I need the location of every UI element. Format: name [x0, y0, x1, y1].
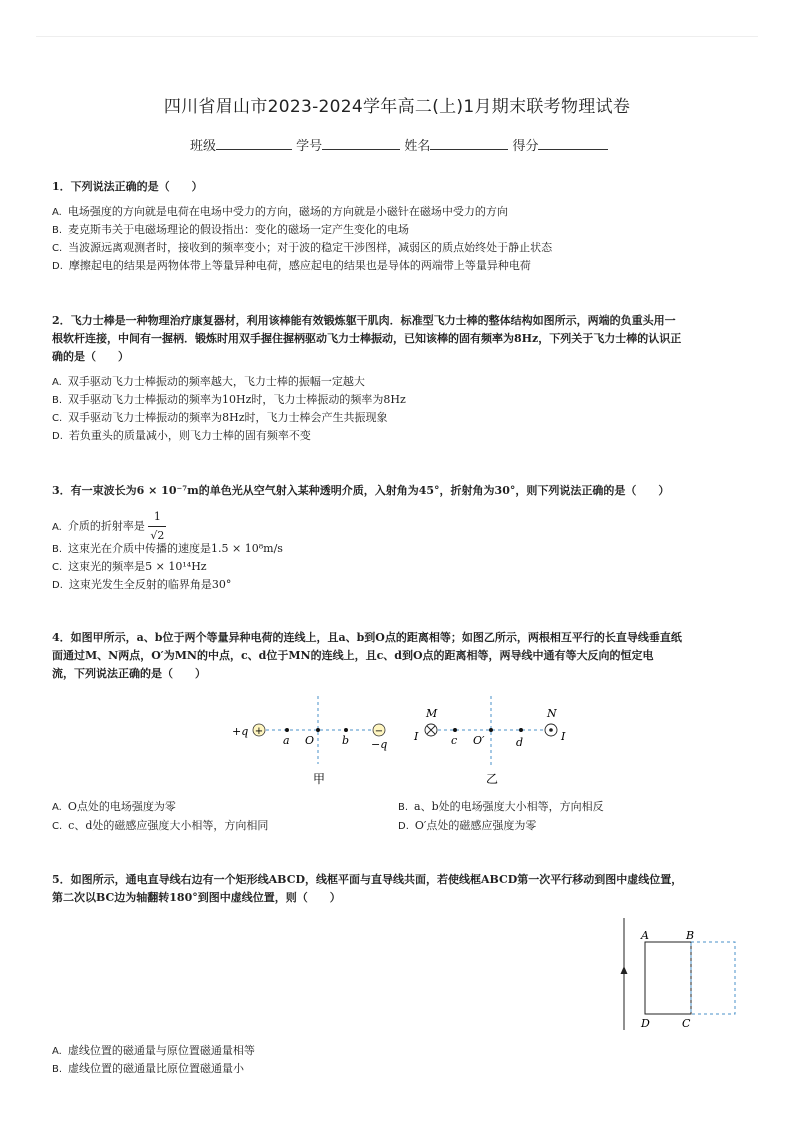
- label-minus-q: −q: [371, 738, 388, 751]
- label-n: N: [547, 707, 557, 720]
- option-text: 若负重头的质量减小，则飞力士棒的固有频率不变: [68, 429, 311, 442]
- option-text: 介质的折射率是: [67, 519, 145, 533]
- q5-stem-line2: 第二次以BC边为轴翻转180°到图中虚线位置，则（ ）: [52, 891, 341, 904]
- label-o-prime: O′: [473, 734, 485, 747]
- option-label: C.: [52, 562, 63, 573]
- option-label: D.: [52, 261, 63, 272]
- q4-stem-line3: 流，下列说法正确的是（ ）: [52, 667, 206, 680]
- option-text: 当波源远离观测者时，接收到的频率变小；对于波的稳定干涉图样，减弱区的质点始终处于静止状态: [68, 241, 553, 254]
- option-label: B.: [398, 802, 409, 813]
- label-d: d: [516, 736, 524, 749]
- q3-option-b: [52, 540, 283, 559]
- figure-jia: [232, 696, 387, 786]
- label-D: D: [641, 1017, 650, 1030]
- option-text: 双手驱动飞力士棒振动的频率越大，飞力士棒的振幅一定越大: [67, 375, 365, 388]
- option-label: A.: [52, 521, 62, 533]
- option-label: B.: [52, 395, 63, 406]
- option-text: 摩擦起电的结果是两物体带上等量异种电荷，感应起电的结果也是导体的两端带上等量异种电荷: [68, 259, 531, 272]
- student-info-row: [190, 135, 608, 154]
- option-text: 这束光的频率是5 × 10¹⁴Hz: [68, 560, 207, 573]
- loop-abcd: [645, 942, 691, 1014]
- q1-option-c: [52, 239, 552, 258]
- option-label: A.: [52, 377, 62, 388]
- q2-option-b: [52, 391, 406, 410]
- q4-option-d: [398, 817, 536, 836]
- exam-title: 四川省眉山市2023-2024学年高二(上)1月期末联考物理试卷: [163, 97, 631, 117]
- option-text: O点处的电场强度为零: [67, 800, 176, 813]
- label-A: A: [641, 929, 649, 942]
- q2-stem-line1: 2．飞力士棒是一种物理治疗康复器材，利用该棒能有效锻炼躯干肌肉．标准型飞力士棒的整体结构如图所示，两端的负重头用一: [52, 314, 676, 327]
- label-c: c: [451, 734, 458, 747]
- option-label: D.: [52, 580, 63, 591]
- q2-option-a: [52, 373, 365, 392]
- q3-option-d: [52, 576, 231, 595]
- svg-text:−: −: [374, 726, 384, 737]
- option-text: O′点处的磁感应强度为零: [414, 819, 537, 832]
- option-text: a、b处的电场强度大小相等，方向相反: [414, 800, 604, 813]
- label-m: M: [426, 707, 438, 720]
- option-text: 双手驱动飞力士棒振动的频率为8Hz时，飞力士棒会产生共振现象: [68, 411, 388, 424]
- class-label: 班级: [190, 139, 217, 154]
- q5-option-b: [52, 1060, 244, 1079]
- q4-option-c: [52, 817, 268, 836]
- q5-stem-line1: 5．如图所示，通电直导线右边有一个矩形线ABCD，线框平面与直导线共面，若使线框ABCD第一次平行移动到图中虚线位置，: [52, 873, 683, 886]
- score-label: 得分: [512, 139, 539, 154]
- label-yi: 乙: [486, 772, 499, 786]
- current-arrow-icon: [621, 966, 628, 974]
- score-blank[interactable]: [538, 137, 608, 150]
- label-i-left: I: [414, 730, 419, 743]
- option-label: C.: [52, 243, 63, 254]
- fraction-numerator: 1: [148, 508, 166, 527]
- option-text: 电场强度的方向就是电荷在电场中受力的方向，磁场的方向就是小磁针在磁场中受力的方向: [67, 205, 508, 218]
- q4-stem-line1: 4．如图甲所示，a、b位于两个等量异种电荷的连线上，且a、b到O点的距离相等；如图乙所示，两根相互平行的长直导线垂直纸: [52, 631, 682, 644]
- option-label: D.: [52, 431, 63, 442]
- loop-dashed-position: [691, 942, 735, 1014]
- q1-option-d: [52, 257, 531, 276]
- option-label: A.: [52, 1046, 62, 1057]
- q4-option-b: [398, 798, 604, 817]
- svg-text:+: +: [254, 726, 264, 737]
- option-text: 这束光发生全反射的临界角是30°: [68, 578, 232, 591]
- option-label: B.: [52, 1064, 63, 1075]
- option-text: c、d处的磁感应强度大小相等，方向相同: [68, 819, 269, 832]
- id-label: 学号: [296, 139, 323, 154]
- q1-stem: 1．下列说法正确的是（ ）: [52, 180, 203, 193]
- q3-stem: 3．有一束波长为6 × 10⁻⁷m的单色光从空气射入某种透明介质，入射角为45°，折射角为30°，则下列说法正确的是（ ）: [52, 484, 670, 497]
- fraction-denominator: √2: [150, 529, 165, 542]
- option-label: B.: [52, 225, 63, 236]
- q1-option-b: [52, 221, 409, 240]
- label-i-right: I: [561, 730, 566, 743]
- option-text: 这束光在介质中传播的速度是1.5 × 10⁸m/s: [68, 542, 283, 555]
- label-C: C: [682, 1017, 691, 1030]
- figure-yi: [413, 696, 566, 786]
- class-blank[interactable]: [216, 137, 292, 150]
- label-jia: 甲: [313, 772, 326, 786]
- option-label: D.: [398, 821, 409, 832]
- q5-figure: [600, 910, 750, 1035]
- option-text: 双手驱动飞力士棒振动的频率为10Hz时，飞力士棒振动的频率为8Hz: [68, 393, 406, 406]
- q1-option-a: [52, 203, 508, 222]
- q2-stem-line2: 根软杆连接，中间有一握柄．锻炼时用双手握住握柄驱动飞力士棒振动，已知该棒的固有频率为8Hz，下列关于飞力士棒的认识正: [52, 332, 682, 345]
- option-label: A.: [52, 802, 62, 813]
- q2-option-d: [52, 427, 311, 446]
- option-text: 虚线位置的磁通量比原位置磁通量小: [68, 1062, 245, 1075]
- option-label: A.: [52, 207, 62, 218]
- option-label: B.: [52, 544, 63, 555]
- q5-option-a: [52, 1042, 255, 1061]
- option-text: 麦克斯韦关于电磁场理论的假设指出：变化的磁场一定产生变化的电场: [68, 223, 410, 236]
- option-text: 虚线位置的磁通量与原位置磁通量相等: [67, 1044, 255, 1057]
- q4-option-a: [52, 798, 176, 817]
- id-blank[interactable]: [322, 137, 400, 150]
- top-divider: [36, 36, 758, 37]
- q4-stem-line2: 面通过M、N两点，O′为MN的中点，c、d位于MN的连线上，且c、d到O点的距离相等，两导线中通有等大反向的恒定电: [52, 649, 654, 662]
- q2-option-c: [52, 409, 388, 428]
- label-o: O: [305, 734, 315, 747]
- q3-option-c: [52, 558, 207, 577]
- label-b: b: [342, 734, 350, 747]
- q4-figures: [0, 690, 794, 790]
- label-plus-q: +q: [232, 725, 249, 738]
- option-label: C.: [52, 821, 63, 832]
- label-a: a: [283, 734, 290, 747]
- option-label: C.: [52, 413, 63, 424]
- q2-stem-line3: 确的是（ ）: [52, 350, 129, 363]
- label-B: B: [686, 929, 695, 942]
- name-blank[interactable]: [430, 137, 508, 150]
- name-label: 姓名: [404, 139, 431, 154]
